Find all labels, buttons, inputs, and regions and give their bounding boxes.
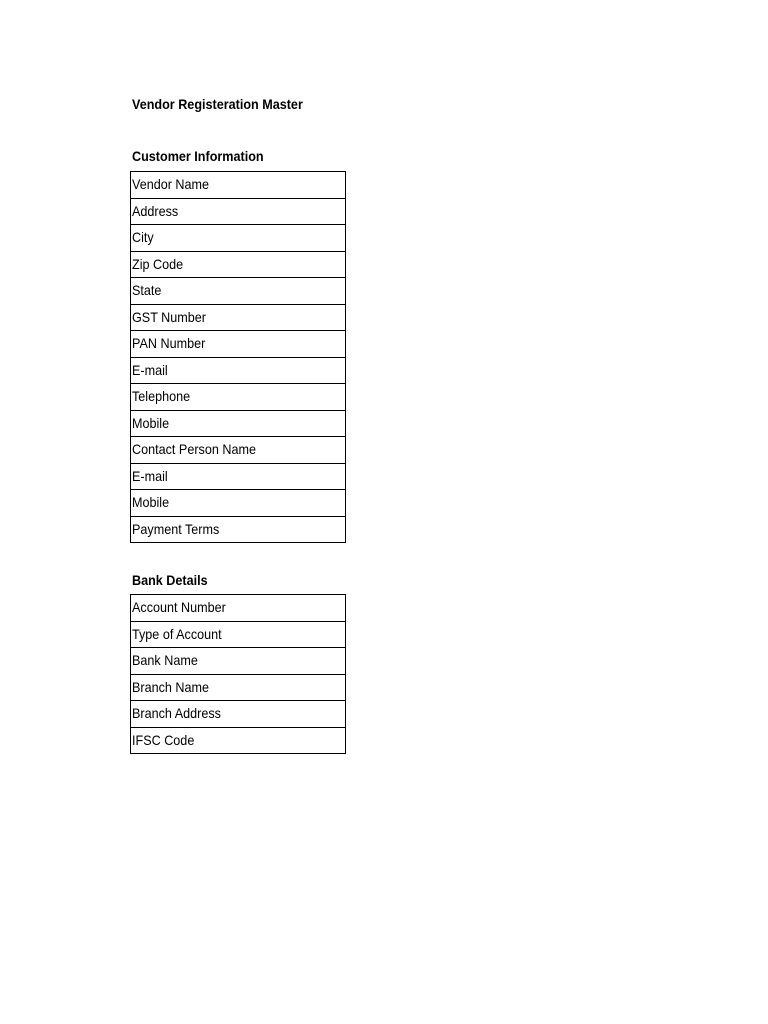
field-label-cell[interactable]: [131, 251, 346, 278]
field-label: Telephone: [132, 388, 191, 405]
table-row: [131, 595, 346, 622]
field-label-cell[interactable]: [131, 727, 346, 754]
field-label: State: [132, 282, 162, 299]
customer-information-table: [130, 171, 346, 543]
table-row: [131, 674, 346, 701]
table-row: [131, 331, 346, 358]
field-label-cell[interactable]: [131, 225, 346, 252]
field-label-cell[interactable]: [131, 410, 346, 437]
bank-details-table: [130, 594, 346, 754]
field-label: Contact Person Name: [132, 441, 256, 458]
field-label: IFSC Code: [132, 731, 195, 748]
field-label-cell[interactable]: [131, 595, 346, 622]
field-label: GST Number: [132, 308, 206, 325]
table-row: [131, 198, 346, 225]
table-row: [131, 727, 346, 754]
field-label: Bank Name: [132, 652, 198, 669]
table-row: [131, 251, 346, 278]
field-label: City: [132, 229, 154, 246]
field-label: Mobile: [132, 494, 170, 511]
field-label-cell[interactable]: [131, 490, 346, 517]
field-label-cell[interactable]: [131, 357, 346, 384]
field-label-cell[interactable]: [131, 278, 346, 305]
field-label-cell[interactable]: [131, 701, 346, 728]
table-row: [131, 357, 346, 384]
field-label: Branch Address: [132, 705, 221, 722]
table-row: [131, 278, 346, 305]
field-label-cell[interactable]: [131, 621, 346, 648]
field-label: Zip Code: [132, 255, 184, 272]
field-label: Branch Name: [132, 678, 210, 695]
field-label-cell[interactable]: [131, 304, 346, 331]
field-label-cell[interactable]: [131, 437, 346, 464]
table-row: [131, 648, 346, 675]
field-label-cell[interactable]: [131, 648, 346, 675]
field-label: Type of Account: [132, 625, 222, 642]
field-label-cell[interactable]: [131, 331, 346, 358]
table-row: [131, 621, 346, 648]
table-row: [131, 463, 346, 490]
table-row: [131, 516, 346, 543]
table-row: [131, 384, 346, 411]
field-label: E-mail: [132, 361, 168, 378]
table-row: [131, 172, 346, 199]
field-label: Vendor Name: [132, 176, 210, 193]
field-label: PAN Number: [132, 335, 206, 352]
table-row: [131, 490, 346, 517]
field-label: Mobile: [132, 414, 170, 431]
table-row: [131, 410, 346, 437]
field-label-cell[interactable]: [131, 198, 346, 225]
field-label-cell[interactable]: [131, 384, 346, 411]
field-label: Account Number: [132, 599, 226, 616]
document-title: Vendor Registeration Master: [132, 96, 303, 112]
table-row: [131, 225, 346, 252]
field-label-cell[interactable]: [131, 172, 346, 199]
field-label-cell[interactable]: [131, 516, 346, 543]
field-label-cell[interactable]: [131, 674, 346, 701]
table-row: [131, 437, 346, 464]
table-row: [131, 701, 346, 728]
bank-details-heading: Bank Details: [132, 572, 208, 588]
field-label: Address: [132, 202, 179, 219]
field-label-cell[interactable]: [131, 463, 346, 490]
customer-information-heading: Customer Information: [132, 148, 264, 164]
table-row: [131, 304, 346, 331]
field-label: Payment Terms: [132, 520, 220, 537]
field-label: E-mail: [132, 467, 168, 484]
